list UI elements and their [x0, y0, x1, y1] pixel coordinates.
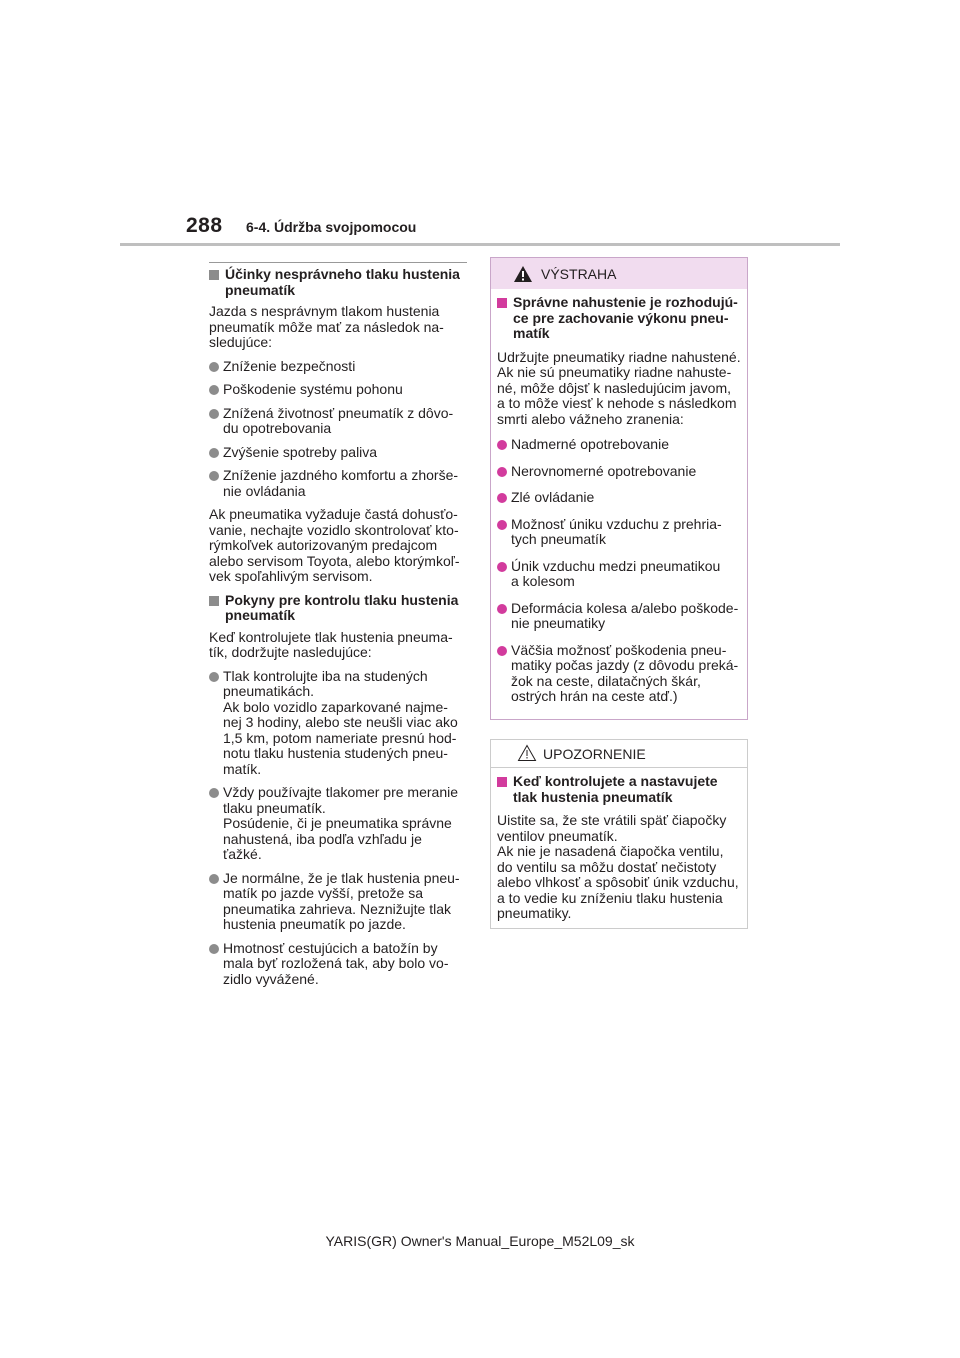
paragraph-effects-intro [209, 304, 467, 351]
text-line: a to môže viesť k nehode s následkom [497, 395, 737, 411]
text-line: nej 3 hodiny, alebo ste neušli viac ako [223, 714, 458, 730]
text-line: Je normálne, že je tlak hustenia pneu- [223, 869, 460, 886]
text-line: Posúdenie, či je pneumatika správne [223, 815, 452, 831]
text-line: Nadmerné opotrebovanie [511, 436, 669, 452]
text-line: nahustená, iba podľa vzhľadu je [223, 830, 422, 847]
list-item [209, 785, 467, 863]
text-line: Udržujte pneumatiky riadne nahustené. [497, 348, 741, 365]
text-line: Možnosť úniku vzduchu z prehria- [511, 515, 722, 532]
text-line: pneumatík [225, 607, 296, 623]
list-item [209, 359, 467, 375]
section-heading-instructions [209, 593, 467, 624]
header-divider [120, 243, 840, 246]
text-line: Poškodenie systému pohonu [223, 381, 403, 397]
text-line: nie ovládania [223, 482, 306, 499]
page-number: 288 [186, 214, 223, 237]
square-bullet-icon [209, 596, 219, 606]
list-item [209, 941, 467, 988]
round-bullet-icon [497, 646, 507, 656]
section-heading-effects [209, 262, 467, 298]
warning-body [491, 289, 747, 705]
notice-heading [497, 774, 741, 805]
list-item [497, 601, 741, 632]
warning-list [497, 437, 741, 705]
notice-box [490, 739, 748, 929]
warning-triangle-icon [513, 265, 533, 283]
list-item [497, 437, 741, 453]
list-item [497, 559, 741, 590]
text-line: vek spoľahlivým servisom. [209, 568, 373, 584]
text-line: matík. [223, 760, 262, 777]
text-line: alebo vlhkosť a spôsobiť únik vzduchu, [497, 874, 739, 890]
list-item [497, 490, 741, 506]
effects-list [209, 359, 467, 500]
text-line: a kolesom [511, 573, 575, 589]
list-item [209, 445, 467, 461]
text-line: Účinky nesprávneho tlaku hustenia [225, 266, 460, 282]
warning-header [491, 258, 747, 289]
text-line: Ak bolo vozidlo zaparkované najme- [223, 698, 448, 715]
round-bullet-icon [209, 944, 219, 954]
round-bullet-icon [209, 788, 219, 798]
text-line: matík [513, 325, 550, 341]
text-line: Tlak kontrolujte iba na studených [223, 667, 428, 684]
text-line: né, môže dôjsť k nasledujúcim javom, [497, 379, 732, 396]
list-item [497, 643, 741, 705]
notice-body [491, 768, 747, 922]
list-item [209, 382, 467, 398]
text-line: žok na ceste, dilatačných škár, [511, 672, 701, 689]
square-bullet-icon [497, 298, 507, 308]
text-line: Keď kontrolujete tlak hustenia pneuma- [209, 628, 453, 645]
list-item [497, 517, 741, 548]
text-line: Znížená životnosť pneumatík z dôvo- [223, 404, 454, 421]
round-bullet-icon [209, 385, 219, 395]
text-line: notu tlaku hustenia studených pneu- [223, 745, 448, 761]
text-line: Pokyny pre kontrolu tlaku hustenia [225, 591, 459, 608]
round-bullet-icon [209, 448, 219, 458]
text-line: zidlo vyvážené. [223, 970, 319, 987]
list-item [209, 871, 467, 933]
text-line: Vždy používajte tlakomer pre meranie [223, 784, 458, 800]
text-line: ostrých hrán na ceste atď.) [511, 688, 678, 704]
round-bullet-icon [209, 471, 219, 481]
round-bullet-icon [209, 362, 219, 372]
text-line: ventilov pneumatík. [497, 827, 618, 844]
warning-title: VÝSTRAHA [541, 266, 617, 282]
text-line: sledujúce: [209, 334, 273, 350]
text-line: Uistite sa, že ste vrátili späť čiapočky [497, 812, 727, 828]
round-bullet-icon [497, 493, 507, 503]
text-line: rýmkoľvek autorizovaným predajcom [209, 537, 438, 553]
text-line: Zníženie jazdného komfortu a zhorše- [223, 467, 459, 483]
text-line: Zníženie bezpečnosti [223, 357, 356, 374]
text-line: Ak pneumatika vyžaduje častá dohusťo- [209, 506, 458, 522]
text-line: tlak hustenia pneumatík [513, 788, 673, 805]
text-line: Ak nie je nasadená čiapočka ventilu, [497, 843, 724, 859]
round-bullet-icon [497, 467, 507, 477]
text-line: tych pneumatík [511, 531, 606, 547]
text-line: do ventilu sa môžu dostať nečistoty [497, 858, 717, 875]
text-line: Keď kontrolujete a nastavujete [513, 773, 718, 789]
instructions-list [209, 669, 467, 988]
text-line: pneumatík [225, 281, 296, 298]
square-bullet-icon [497, 777, 507, 787]
text-line: pneumatík môže mať za následok na- [209, 318, 444, 335]
text-line: Ak nie sú pneumatiky riadne nahuste- [497, 364, 732, 380]
text-line: Zlé ovládanie [511, 489, 595, 505]
text-line: vanie, nechajte vozidlo skontrolovať kto- [209, 521, 459, 538]
section-title: 6-4. Údržba svojpomocou [246, 219, 417, 235]
text-line: Únik vzduchu medzi pneumatikou [511, 557, 721, 574]
text-line: Zvýšenie spotreby paliva [223, 443, 378, 460]
paragraph-instructions-intro [209, 630, 467, 661]
square-bullet-icon [209, 270, 219, 280]
text-line: Hmotnosť cestujúcich a batožín by [223, 939, 438, 956]
warning-intro [497, 350, 741, 428]
text-line: ce pre zachovanie výkonu pneu- [513, 309, 729, 326]
notice-text [497, 813, 741, 922]
text-line: nie pneumatiky [511, 615, 606, 631]
text-line: Deformácia kolesa a/alebo poškode- [511, 599, 739, 616]
round-bullet-icon [497, 604, 507, 614]
text-line: tlaku pneumatík. [223, 799, 326, 816]
text-line: ťažké. [223, 846, 262, 862]
notice-title: UPOZORNENIE [543, 746, 646, 762]
footer-manual-id: YARIS(GR) Owner's Manual_Europe_M52L09_sk [325, 1233, 635, 1249]
list-item [209, 669, 467, 778]
text-line: hustenia pneumatík po jazde. [223, 916, 406, 932]
text-line: smrti alebo vážneho zranenia: [497, 410, 684, 427]
text-line: mala byť rozložená tak, aby bolo vo- [223, 955, 449, 971]
warning-box [490, 257, 748, 720]
left-column [209, 262, 467, 995]
text-line: Nerovnomerné opotrebovanie [511, 462, 697, 479]
text-line: alebo servisom Toyota, alebo ktorýmkoľ- [209, 552, 460, 569]
list-item [209, 468, 467, 499]
text-line: pneumatiky. [497, 905, 572, 921]
text-line: Jazda s nesprávnym tlakom hustenia [209, 303, 440, 319]
text-line: matiky počas jazdy (z dôvodu preká- [511, 657, 739, 673]
paragraph-refill-advice [209, 507, 467, 585]
round-bullet-icon [209, 672, 219, 682]
warning-heading [497, 295, 741, 342]
round-bullet-icon [209, 409, 219, 419]
list-item [497, 464, 741, 480]
text-line: matík po jazde vyšší, pretože sa [223, 885, 423, 901]
caution-triangle-icon [517, 744, 537, 762]
round-bullet-icon [209, 874, 219, 884]
text-line: pneumatika zahrieva. Neznižujte tlak [223, 900, 452, 917]
text-line: du opotrebovania [223, 420, 332, 436]
round-bullet-icon [497, 440, 507, 450]
list-item [209, 406, 467, 437]
round-bullet-icon [497, 562, 507, 572]
text-line: tík, dodržujte nasledujúce: [209, 644, 372, 660]
round-bullet-icon [497, 520, 507, 530]
text-line: pneumatikách. [223, 683, 315, 699]
text-line: Väčšia možnosť poškodenia pneu- [511, 641, 727, 658]
notice-header [491, 740, 747, 768]
text-line: a to vedie ku zníženiu tlaku hustenia [497, 889, 723, 906]
text-line: Správne nahustenie je rozhodujú- [513, 294, 738, 310]
text-line: 1,5 km, potom nameriate presnú hod- [223, 729, 457, 746]
